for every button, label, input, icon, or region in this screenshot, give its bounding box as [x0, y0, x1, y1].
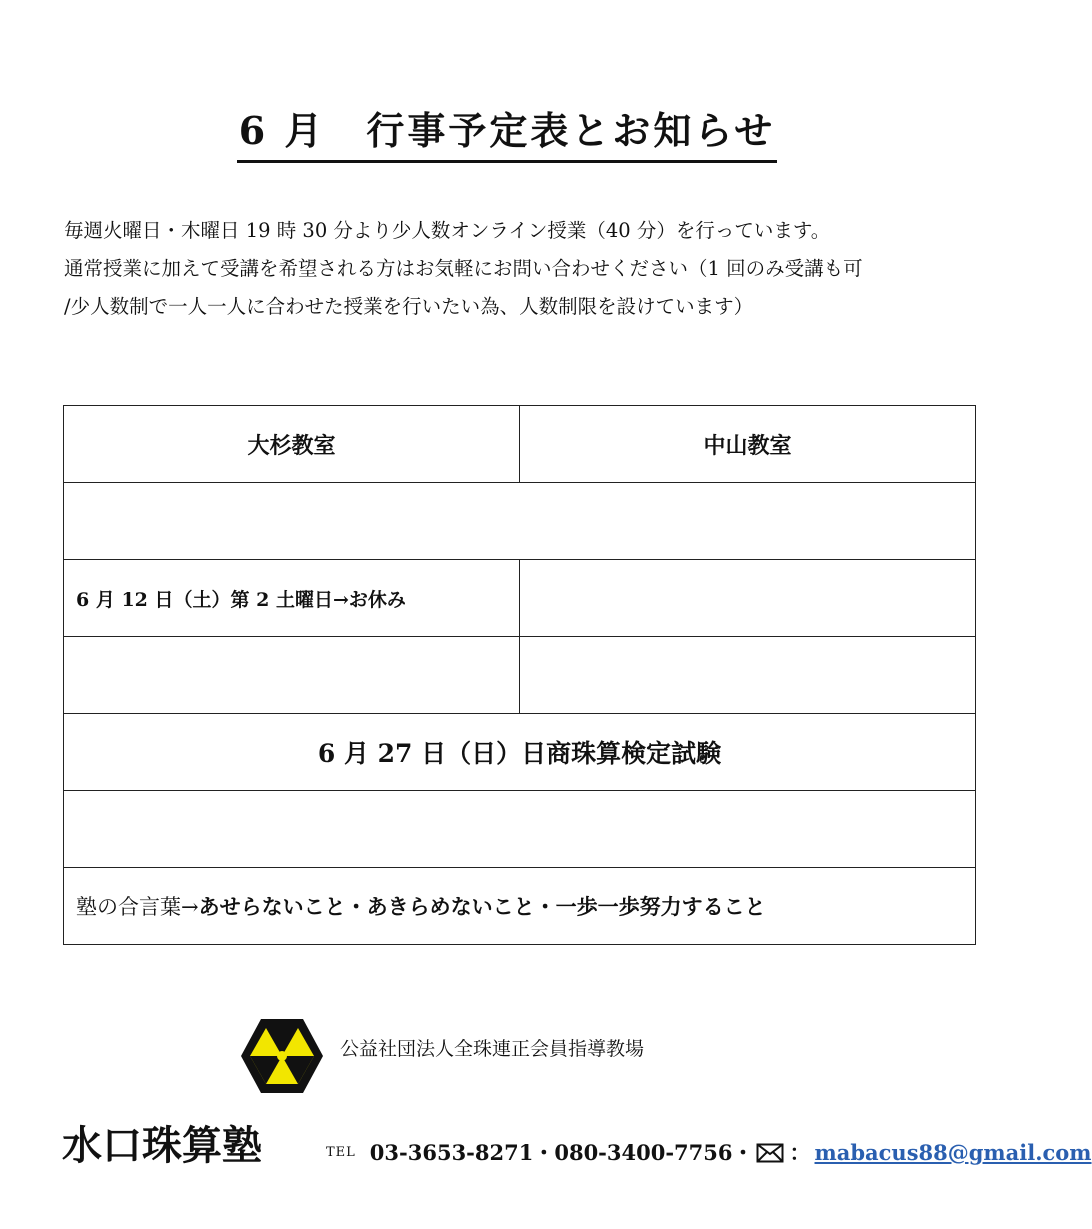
email-separator: ：: [789, 1140, 811, 1165]
empty-cell: [520, 637, 976, 714]
intro-text: [64, 212, 994, 326]
contact-line: [326, 1138, 1092, 1168]
header-nakayama: 中山教室: [520, 406, 976, 483]
phone-numbers: 03-3653-8271・080-3400-7756・: [369, 1140, 754, 1165]
schedule-table: [63, 405, 976, 945]
tel-label: TEL: [326, 1145, 356, 1160]
motto-text: あせらないこと・あきらめないこと・一歩一歩努力すること: [198, 894, 766, 919]
envelope-icon: [756, 1143, 784, 1163]
intro-line-2: 通常授業に加えて受講を希望される方はお気軽にお問い合わせください（1 回のみ受講も可: [64, 257, 863, 280]
table-row: [64, 406, 976, 483]
empty-cell: [64, 483, 976, 560]
event-osugi-holiday: 6 月 12 日（土）第 2 土曜日→お休み: [64, 560, 520, 637]
empty-cell: [520, 560, 976, 637]
header-osugi: 大杉教室: [64, 406, 520, 483]
table-row: [64, 868, 976, 945]
association-text: 公益社団法人全珠連正会員指導教場: [340, 1038, 645, 1060]
table-row: [64, 637, 976, 714]
table-row: [64, 560, 976, 637]
email-link[interactable]: mabacus88@gmail.com: [814, 1140, 1092, 1165]
motto-prefix: 塾の合言葉→: [76, 895, 199, 919]
empty-cell: [64, 791, 976, 868]
table-row: [64, 791, 976, 868]
table-row: [64, 483, 976, 560]
intro-line-3: /少人数制で一人一人に合わせた授業を行いたい為、人数制限を設けています）: [64, 295, 754, 318]
motto-cell: [64, 868, 976, 945]
empty-cell: [64, 637, 520, 714]
school-name: 水口珠算塾: [62, 1122, 262, 1169]
exam-event: 6 月 27 日（日）日商珠算検定試験: [64, 714, 976, 791]
page-title-wrap: [0, 108, 1014, 163]
association-logo-icon: [240, 1017, 324, 1095]
page-title: 6 月 行事予定表とお知らせ: [237, 108, 778, 163]
table-row: [64, 714, 976, 791]
intro-line-1: 毎週火曜日・木曜日 19 時 30 分より少人数オンライン授業（40 分）を行っています。: [64, 219, 831, 242]
